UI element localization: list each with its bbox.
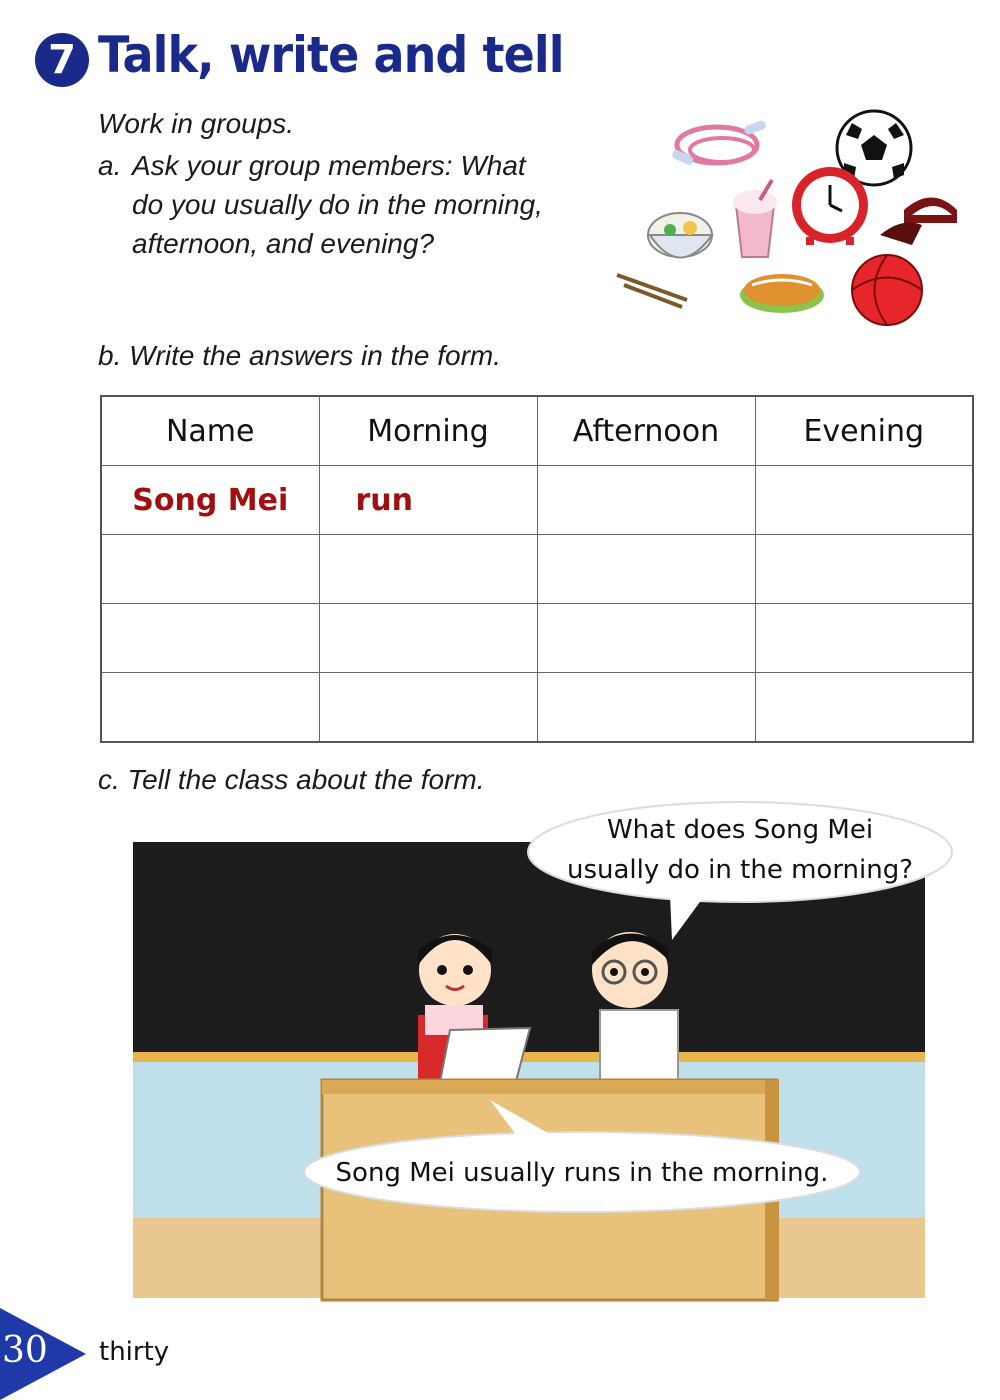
table-cell[interactable] [319,673,537,743]
page-number-word: thirty [99,1337,170,1367]
table-cell[interactable] [537,673,755,743]
jump-rope-icon [671,119,767,166]
table-cell[interactable] [319,535,537,604]
table-cell[interactable] [101,535,319,604]
task-b: b. Write the answers in the form. [98,340,502,371]
task-a-line1: Ask your group members: What [132,150,526,181]
task-a-line3: afternoon, and evening? [132,228,435,259]
table-row [101,673,973,743]
table-cell[interactable] [101,673,319,743]
table-cell[interactable] [755,604,973,673]
answer-form-table [100,395,974,743]
chopsticks-icon [617,275,687,307]
header-evening: Evening [755,396,973,466]
basketball-icon [852,255,922,325]
task-a-letter: a. [98,150,122,181]
table-cell[interactable]: Song Mei [101,466,319,535]
task-c: c. Tell the class about the form. [98,764,485,795]
classroom-scene-illustration [0,800,1000,1320]
question-line2: usually do in the morning? [566,855,914,885]
activity-objects-illustration [612,105,972,330]
answer-text: Song Mei usually runs in the morning. [335,1158,829,1188]
rice-bowl-icon [648,213,712,258]
table-row [101,466,973,535]
milkshake-icon [733,180,777,257]
section-number-badge: 7 [35,33,89,87]
paper-sheet [440,1028,530,1085]
page-number: 30 [2,1330,48,1371]
table-cell[interactable] [537,535,755,604]
header-afternoon: Afternoon [537,396,755,466]
table-cell[interactable] [755,673,973,743]
table-cell[interactable] [755,466,973,535]
intro-text: Work in groups. [98,108,295,139]
table-cell[interactable] [537,466,755,535]
table-row [101,604,973,673]
task-a-line2: do you usually do in the morning, [132,189,543,220]
task-a [98,146,618,263]
question-line1: What does Song Mei [606,815,874,845]
cap-icon [880,198,957,246]
table-cell[interactable] [755,535,973,604]
header-morning: Morning [319,396,537,466]
table-header-row [101,396,973,466]
table-row [101,535,973,604]
table-cell[interactable] [101,604,319,673]
section-title: Talk, write and tell [98,26,564,84]
table-cell[interactable]: run [319,466,537,535]
header-name: Name [101,396,319,466]
table-cell[interactable] [537,604,755,673]
clock-icon [792,167,868,245]
table-cell[interactable] [319,604,537,673]
hot-dog-icon [740,274,824,313]
